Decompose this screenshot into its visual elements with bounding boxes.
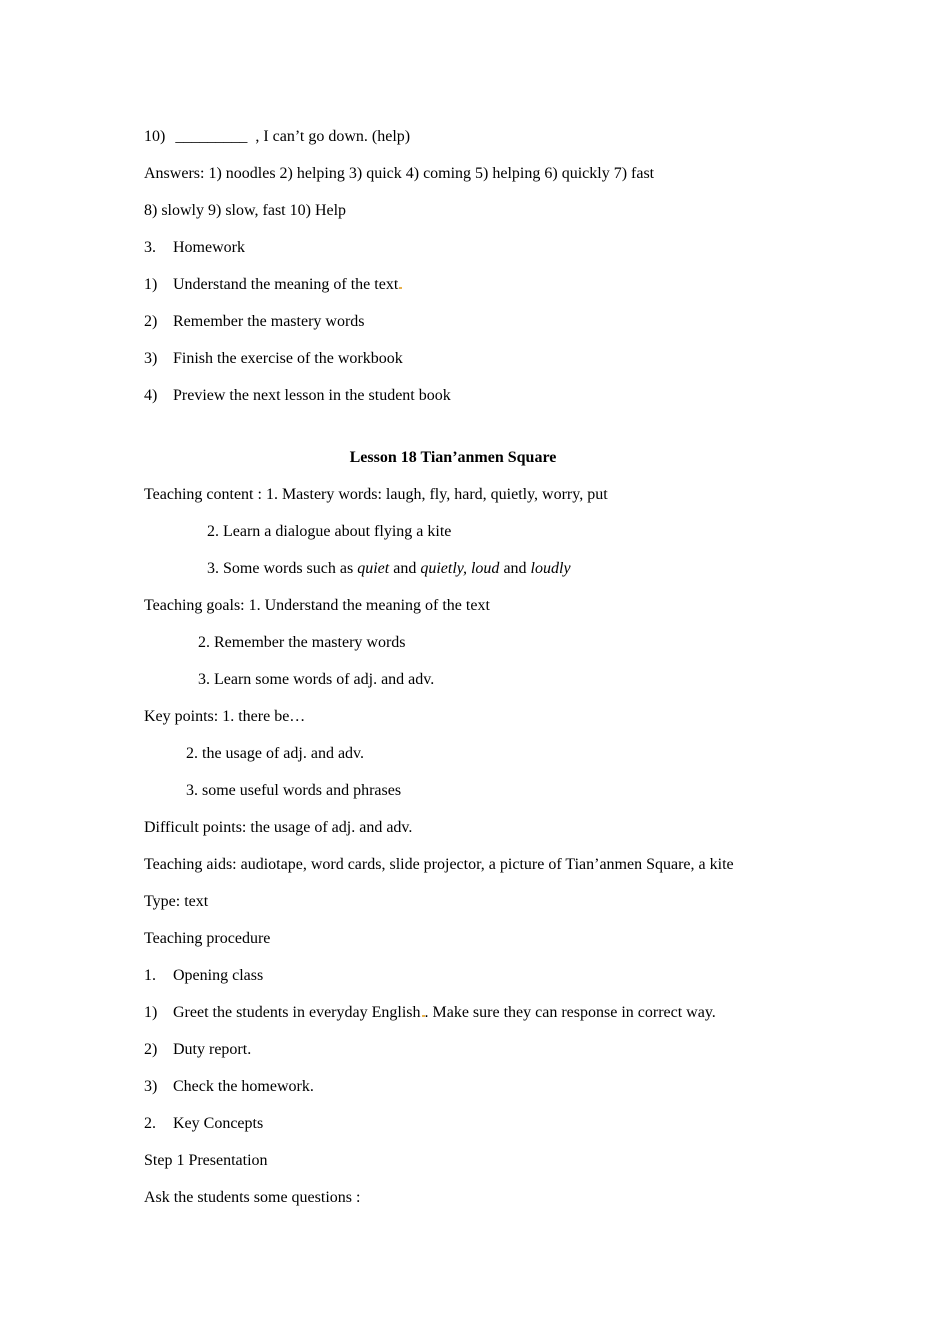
section-number: 2. <box>144 1115 156 1132</box>
exercise-item-10 <box>144 127 410 147</box>
item-number: 1) <box>144 1004 158 1021</box>
ask-questions-line: Ask the students some questions : <box>144 1189 361 1206</box>
homework-item-1 <box>144 275 402 295</box>
item-text: Greet the students in everyday English <box>173 1004 421 1021</box>
teaching-goals-line-3: 3. Learn some words of adj. and adv. <box>198 671 435 688</box>
lesson-type: Type: text <box>144 893 209 910</box>
key-points-line-1: Key points: 1. there be… <box>144 708 306 725</box>
section-label: Opening class <box>173 967 264 984</box>
teaching-aids: Teaching aids: audiotape, word cards, slide projector, a picture of Tian’anmen Square, a kite <box>144 856 734 873</box>
item-text: Finish the exercise of the workbook <box>173 350 403 367</box>
text-run: and <box>389 560 421 577</box>
section-label: Key Concepts <box>173 1115 264 1132</box>
item-text: , I can’t go down. (help) <box>255 128 411 145</box>
text-run: 3. Some words such as <box>207 560 358 577</box>
homework-item-2 <box>144 312 365 332</box>
teaching-procedure-heading: Teaching procedure <box>144 930 271 947</box>
edit-mark <box>399 287 402 289</box>
key-points-line-3: 3. some useful words and phrases <box>186 782 402 799</box>
italic-word: loudly <box>530 560 571 577</box>
opening-class-item-1 <box>144 1003 716 1023</box>
item-number: 2) <box>144 313 158 330</box>
answers-line-1: Answers: 1) noodles 2) helping 3) quick 4) coming 5) helping 6) quickly 7) fast <box>144 165 655 182</box>
section-label: Homework <box>173 239 245 256</box>
answer-blank: _________ <box>175 128 248 145</box>
homework-item-3 <box>144 349 403 369</box>
italic-word: quiet <box>357 560 390 577</box>
teaching-goals-line-1: Teaching goals: 1. Understand the meaning of the text <box>144 597 490 614</box>
italic-word: quietly, loud <box>420 560 500 577</box>
item-text: Preview the next lesson in the student book <box>173 387 451 404</box>
homework-heading <box>144 238 245 258</box>
item-text: . Make sure they can response in correct way. <box>424 1004 716 1021</box>
item-number: 1) <box>144 276 158 293</box>
teaching-goals-line-2: 2. Remember the mastery words <box>198 634 406 651</box>
section-number: 1. <box>144 967 156 984</box>
item-number: 3) <box>144 350 158 367</box>
homework-item-4 <box>144 386 451 406</box>
answers-line-2: 8) slowly 9) slow, fast 10) Help <box>144 202 347 219</box>
item-text: Remember the mastery words <box>173 313 365 330</box>
text-run: and <box>499 560 531 577</box>
teaching-content-line-1: Teaching content : 1. Mastery words: laugh, fly, hard, quietly, worry, put <box>144 486 608 503</box>
step-1-heading: Step 1 Presentation <box>144 1152 268 1169</box>
teaching-content-line-2: 2. Learn a dialogue about flying a kite <box>207 523 452 540</box>
opening-class-item-2 <box>144 1040 251 1060</box>
teaching-content-line-3 <box>207 559 571 579</box>
item-number: 4) <box>144 387 158 404</box>
item-text: Understand the meaning of the text <box>173 276 399 293</box>
item-text: Duty report. <box>173 1041 252 1058</box>
difficult-points: Difficult points: the usage of adj. and adv. <box>144 819 413 836</box>
opening-class-heading <box>144 966 263 986</box>
opening-class-item-3 <box>144 1077 314 1097</box>
item-number: 10) <box>144 128 166 145</box>
key-points-line-2: 2. the usage of adj. and adv. <box>186 745 365 762</box>
key-concepts-heading <box>144 1114 263 1134</box>
item-text: Check the homework. <box>173 1078 314 1095</box>
lesson-title: Lesson 18 Tian’anmen Square <box>349 449 557 466</box>
section-number: 3. <box>144 239 156 256</box>
item-number: 3) <box>144 1078 158 1095</box>
item-number: 2) <box>144 1041 158 1058</box>
